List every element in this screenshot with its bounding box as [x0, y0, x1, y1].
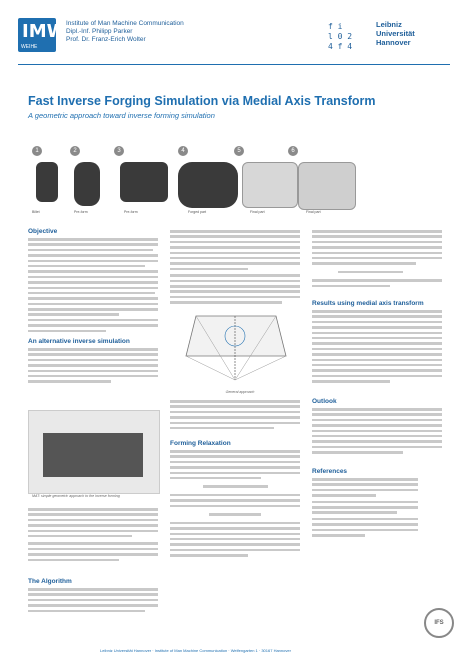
institute-logo	[18, 18, 67, 52]
university-mark-line: f i	[328, 22, 343, 31]
author-1: Dipl.-Inf. Philipp Parker	[66, 28, 133, 35]
figure-1-caption: MAT: simple geometric approach to the inverse forming	[32, 494, 120, 498]
results-text	[312, 310, 442, 385]
institute-name: Institute of Man Machine Communication	[66, 20, 184, 27]
outlook-text	[312, 408, 442, 457]
forged-part-image	[178, 162, 238, 208]
section-outlook-heading: Outlook	[312, 398, 337, 405]
poster-title: Fast Inverse Forging Simulation via Medial Axis Transform	[28, 94, 376, 108]
step-caption: Pre-form	[74, 210, 88, 214]
step-badge: 5	[234, 146, 244, 156]
step-badge: 2	[70, 146, 80, 156]
preform-image	[120, 162, 168, 202]
step-caption: Billet	[32, 210, 40, 214]
university-line: Universität	[376, 29, 415, 38]
definition-text	[28, 508, 158, 564]
university-mark-line: l 0 2	[328, 32, 353, 41]
alternative-text	[28, 348, 158, 386]
diagram-body	[186, 316, 286, 356]
forming-text	[170, 450, 300, 559]
section-algorithm-heading: The Algorithm	[28, 578, 72, 585]
step-caption: Pre-form	[124, 210, 138, 214]
step-badge: 1	[32, 146, 42, 156]
step-badge: 3	[114, 146, 124, 156]
university-line: Leibniz	[376, 20, 402, 29]
step-caption: Final part	[306, 210, 321, 214]
forging-sequence	[28, 146, 440, 216]
figure-software-screenshot	[28, 410, 160, 494]
poster-subtitle: A geometric approach toward inverse forming simulation	[28, 111, 215, 120]
university-mark	[328, 22, 352, 52]
header-divider	[18, 64, 450, 65]
footer: Leibniz Universität Hannover · Institute of Man Machine Communication · Welfengarten 1 · 30167 Hannover	[100, 648, 291, 653]
step-caption: Forged part	[188, 210, 207, 214]
preform-image	[74, 162, 100, 206]
logo-subtext: WEIHE	[21, 44, 38, 50]
column-2-lower-text	[170, 400, 300, 432]
step-badge: 6	[288, 146, 298, 156]
section-alternative-heading: An alternative inverse simulation	[28, 338, 130, 345]
section-references-heading: References	[312, 468, 348, 475]
simulation-screen	[43, 433, 143, 477]
university-mark-line: 4 f 4	[328, 42, 353, 51]
figure-2-caption: General approach	[225, 390, 255, 394]
algorithm-text	[28, 588, 158, 615]
university-name	[376, 20, 415, 47]
column-3-text	[312, 230, 442, 290]
references-text	[312, 478, 418, 540]
step-badge: 4	[178, 146, 188, 156]
medial-axis-diagram	[176, 296, 294, 388]
objective-text	[28, 238, 158, 335]
billet-image	[36, 162, 58, 202]
section-forming-heading: Forming Relaxation	[170, 440, 231, 447]
institute-info	[66, 20, 184, 44]
section-results-heading: Results using medial axis transform	[312, 300, 424, 307]
final-part-image	[242, 162, 298, 208]
logo-mark: IMW	[22, 21, 67, 42]
ifs-logo: IFS	[424, 608, 454, 638]
university-line: Hannover	[376, 38, 411, 47]
author-2: Prof. Dr. Franz-Erich Wolter	[66, 36, 146, 43]
step-caption: Final part	[250, 210, 265, 214]
final-part-image	[298, 162, 356, 210]
section-objective-heading: Objective	[28, 228, 58, 235]
